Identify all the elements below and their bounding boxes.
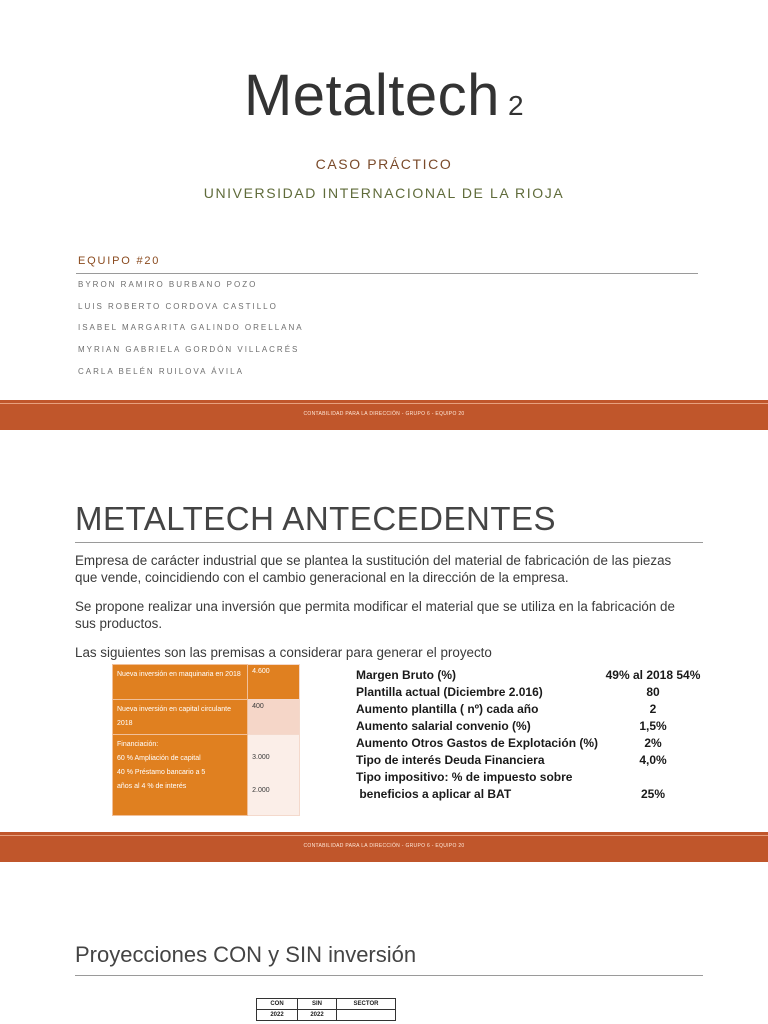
premise-label: Tipo de interés Deuda Financiera (356, 753, 545, 767)
table-header-cell: SIN (298, 999, 337, 1010)
table-row (113, 700, 300, 735)
financing-line: Financiación: (117, 741, 159, 748)
table-cell: 2022 (257, 1010, 298, 1021)
paragraph: Empresa de carácter industrial que se plantea la sustitución del material de fabricación de las piezas que vende, coincidiendo con el cambio generacional en la dirección de la empresa. (75, 553, 672, 585)
projection-table (256, 998, 396, 1021)
slide-heading: Proyecciones CON y SIN inversión (75, 942, 417, 967)
financing-line: 60 % Ampliación de capital (117, 755, 201, 762)
divider (75, 542, 703, 543)
table-cell: 2022 (298, 1010, 337, 1021)
paragraph: Se propone realizar una inversión que permita modificar el material que se utiliza en la fabricación de sus productos. (75, 599, 675, 631)
table-header-cell: SECTOR (337, 999, 396, 1010)
team-member: MYRIAN GABRIELA GORDÓN VILLACRÉS (78, 345, 300, 354)
divider (76, 273, 698, 274)
table-header-row (257, 999, 396, 1010)
team-heading: EQUIPO #20 (78, 255, 161, 267)
footer-text: CONTABILIDAD PARA LA DIRECCIÓN - GRUPO 6 - EQUIPO 20 (303, 411, 465, 417)
slide-title (0, 0, 768, 432)
slide-background (0, 432, 768, 864)
team-member: CARLA BELÉN RUILOVA ÁVILA (78, 367, 244, 376)
team-member: LUIS ROBERTO CORDOVA CASTILLO (78, 302, 278, 311)
premise-value: 80 (646, 685, 660, 699)
premise-label: Plantilla actual (Diciembre 2.016) (356, 685, 543, 699)
team-member: ISABEL MARGARITA GALINDO ORELLANA (78, 323, 304, 332)
premise-value: 4,0% (639, 753, 667, 767)
presentation-title (0, 62, 768, 129)
table-header-cell: CON (257, 999, 298, 1010)
premise-value: 2 (649, 702, 657, 716)
slide-footer (0, 832, 768, 862)
table-cell-label (113, 735, 248, 816)
subtitle-case: CASO PRÁCTICO (315, 156, 453, 172)
slide-heading: METALTECH ANTECEDENTES (75, 500, 557, 537)
table-cell-label: Nueva inversión en maquinaria en 2018 (113, 665, 248, 700)
table-row (113, 735, 300, 816)
footer-line (0, 835, 768, 836)
premise-label: beneficios a aplicar al BAT (356, 787, 512, 801)
footer-text: CONTABILIDAD PARA LA DIRECCIÓN - GRUPO 6 - EQUIPO 20 (303, 843, 465, 849)
divider (75, 975, 703, 976)
premise-label: Margen Bruto (%) (356, 668, 456, 682)
table-cell (337, 1010, 396, 1021)
premise-label: Tipo impositivo: % de impuesto sobre (356, 770, 573, 784)
premise-value: 2% (644, 736, 662, 750)
slide-footer (0, 400, 768, 430)
financing-line: 40 % Préstamo bancario a 5 (117, 769, 206, 776)
paragraph: Las siguientes son las premisas a considerar para generar el proyecto (75, 645, 492, 660)
financing-line: años al 4 % de interés (117, 783, 187, 790)
title-number: 2 (507, 90, 525, 121)
financing-value: 3.000 (252, 754, 270, 761)
investment-table (112, 664, 300, 816)
slide-projections (0, 864, 768, 1024)
premise-label: Aumento plantilla ( nº) cada año (356, 702, 539, 716)
table-cell-label: Nueva inversión en capital circulante 2018 (113, 700, 248, 735)
title-text: Metaltech (243, 63, 500, 128)
premise-value: 1,5% (639, 719, 667, 733)
team-member: BYRON RAMIRO BURBANO POZO (78, 280, 258, 289)
table-row (257, 1010, 396, 1021)
footer-line (0, 403, 768, 404)
table-cell-value (248, 735, 300, 816)
premise-value: 49% al 2018 54% (605, 668, 701, 682)
table-row (113, 665, 300, 700)
table-cell-value: 4.600 (248, 665, 300, 700)
financing-value: 2.000 (252, 787, 270, 794)
premise-label: Aumento salarial convenio (%) (356, 719, 531, 733)
table-cell-value: 400 (248, 700, 300, 735)
premise-label: Aumento Otros Gastos de Explotación (%) (356, 736, 599, 750)
subtitle-university: UNIVERSIDAD INTERNACIONAL DE LA RIOJA (203, 185, 565, 201)
premise-value: 25% (640, 787, 666, 801)
